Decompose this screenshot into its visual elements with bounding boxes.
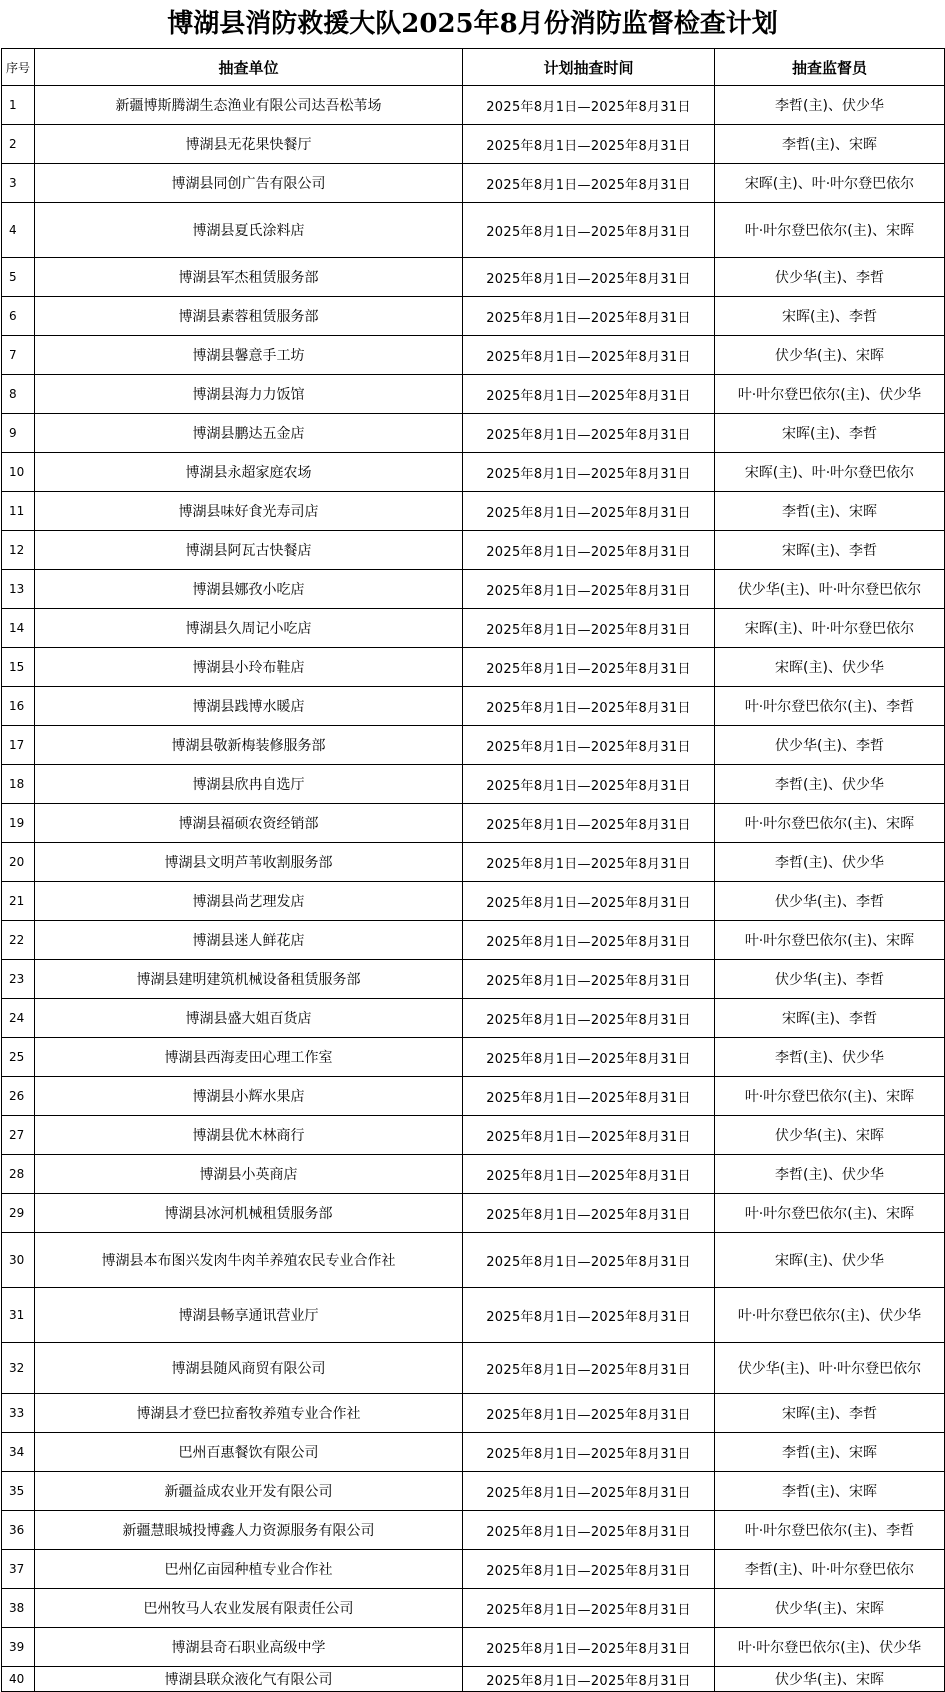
row-serial-number: 22	[2, 921, 35, 960]
row-inspector: 伏少华(主)、李哲	[715, 726, 945, 765]
row-serial-number: 11	[2, 492, 35, 531]
row-serial-number: 33	[2, 1394, 35, 1433]
row-planned-time: 2025年8月1日—2025年8月31日	[463, 375, 715, 414]
row-inspector: 宋晖(主)、李哲	[715, 1394, 945, 1433]
row-serial-number: 38	[2, 1589, 35, 1628]
row-inspector: 宋晖(主)、李哲	[715, 297, 945, 336]
row-inspector: 叶·叶尔登巴依尔(主)、宋晖	[715, 203, 945, 258]
row-inspector: 伏少华(主)、宋晖	[715, 1589, 945, 1628]
row-inspector: 李哲(主)、伏少华	[715, 765, 945, 804]
row-serial-number: 2	[2, 125, 35, 164]
table-row	[2, 921, 945, 960]
table-row	[2, 86, 945, 125]
row-planned-time: 2025年8月1日—2025年8月31日	[463, 1394, 715, 1433]
row-serial-number: 1	[2, 86, 35, 125]
row-inspector: 宋晖(主)、伏少华	[715, 1233, 945, 1288]
row-inspected-unit: 博湖县小玲布鞋店	[35, 648, 463, 687]
header-inspected-unit: 抽查单位	[35, 49, 463, 86]
row-planned-time: 2025年8月1日—2025年8月31日	[463, 1116, 715, 1155]
row-planned-time: 2025年8月1日—2025年8月31日	[463, 648, 715, 687]
row-planned-time: 2025年8月1日—2025年8月31日	[463, 297, 715, 336]
row-serial-number: 24	[2, 999, 35, 1038]
row-planned-time: 2025年8月1日—2025年8月31日	[463, 882, 715, 921]
table-row	[2, 164, 945, 203]
row-planned-time: 2025年8月1日—2025年8月31日	[463, 921, 715, 960]
row-planned-time: 2025年8月1日—2025年8月31日	[463, 1038, 715, 1077]
row-inspector: 宋晖(主)、叶·叶尔登巴依尔	[715, 609, 945, 648]
table-row	[2, 726, 945, 765]
row-serial-number: 39	[2, 1628, 35, 1667]
row-inspector: 李哲(主)、伏少华	[715, 1038, 945, 1077]
row-serial-number: 18	[2, 765, 35, 804]
row-inspected-unit: 博湖县馨意手工坊	[35, 336, 463, 375]
table-row	[2, 648, 945, 687]
row-serial-number: 9	[2, 414, 35, 453]
table-row	[2, 453, 945, 492]
row-inspected-unit: 博湖县本布图兴发肉牛肉羊养殖农民专业合作社	[35, 1233, 463, 1288]
row-inspected-unit: 博湖县无花果快餐厅	[35, 125, 463, 164]
row-inspected-unit: 博湖县同创广告有限公司	[35, 164, 463, 203]
row-planned-time: 2025年8月1日—2025年8月31日	[463, 531, 715, 570]
row-inspected-unit: 博湖县夏氏涂料店	[35, 203, 463, 258]
table-row	[2, 804, 945, 843]
row-inspector: 叶·叶尔登巴依尔(主)、宋晖	[715, 1077, 945, 1116]
table-row	[2, 999, 945, 1038]
table-row	[2, 687, 945, 726]
table-row	[2, 1194, 945, 1233]
row-inspected-unit: 巴州百惠餐饮有限公司	[35, 1433, 463, 1472]
row-planned-time: 2025年8月1日—2025年8月31日	[463, 1667, 715, 1692]
row-inspected-unit: 博湖县娜孜小吃店	[35, 570, 463, 609]
table-header-row	[2, 49, 945, 86]
row-planned-time: 2025年8月1日—2025年8月31日	[463, 999, 715, 1038]
row-inspector: 叶·叶尔登巴依尔(主)、伏少华	[715, 375, 945, 414]
row-inspected-unit: 博湖县畅享通讯营业厅	[35, 1288, 463, 1343]
table-row	[2, 531, 945, 570]
row-planned-time: 2025年8月1日—2025年8月31日	[463, 1433, 715, 1472]
row-inspected-unit: 博湖县阿瓦古快餐店	[35, 531, 463, 570]
row-planned-time: 2025年8月1日—2025年8月31日	[463, 1550, 715, 1589]
row-inspected-unit: 博湖县味好食光寿司店	[35, 492, 463, 531]
row-planned-time: 2025年8月1日—2025年8月31日	[463, 86, 715, 125]
row-planned-time: 2025年8月1日—2025年8月31日	[463, 570, 715, 609]
table-row	[2, 843, 945, 882]
table-row	[2, 414, 945, 453]
table-row	[2, 375, 945, 414]
row-serial-number: 35	[2, 1472, 35, 1511]
row-inspected-unit: 新疆博斯腾湖生态渔业有限公司达吾松苇场	[35, 86, 463, 125]
table-row	[2, 1233, 945, 1288]
row-inspector: 李哲(主)、伏少华	[715, 86, 945, 125]
row-planned-time: 2025年8月1日—2025年8月31日	[463, 414, 715, 453]
table-row	[2, 960, 945, 999]
row-serial-number: 21	[2, 882, 35, 921]
row-inspected-unit: 新疆慧眼城投博鑫人力资源服务有限公司	[35, 1511, 463, 1550]
row-serial-number: 15	[2, 648, 35, 687]
row-serial-number: 12	[2, 531, 35, 570]
row-inspector: 伏少华(主)、李哲	[715, 882, 945, 921]
row-inspected-unit: 博湖县随风商贸有限公司	[35, 1343, 463, 1394]
row-inspected-unit: 博湖县小辉水果店	[35, 1077, 463, 1116]
row-inspector: 宋晖(主)、叶·叶尔登巴依尔	[715, 453, 945, 492]
row-planned-time: 2025年8月1日—2025年8月31日	[463, 804, 715, 843]
row-planned-time: 2025年8月1日—2025年8月31日	[463, 164, 715, 203]
table-row	[2, 1155, 945, 1194]
row-planned-time: 2025年8月1日—2025年8月31日	[463, 492, 715, 531]
row-inspector: 宋晖(主)、叶·叶尔登巴依尔	[715, 164, 945, 203]
table-row	[2, 1667, 945, 1692]
inspection-plan-table	[1, 48, 945, 1692]
row-inspected-unit: 博湖县敬新梅装修服务部	[35, 726, 463, 765]
row-planned-time: 2025年8月1日—2025年8月31日	[463, 960, 715, 999]
row-inspected-unit: 博湖县海力力饭馆	[35, 375, 463, 414]
row-inspected-unit: 博湖县欣冉自选厅	[35, 765, 463, 804]
row-planned-time: 2025年8月1日—2025年8月31日	[463, 1472, 715, 1511]
row-inspector: 伏少华(主)、宋晖	[715, 336, 945, 375]
row-planned-time: 2025年8月1日—2025年8月31日	[463, 687, 715, 726]
row-serial-number: 34	[2, 1433, 35, 1472]
row-inspected-unit: 博湖县盛大姐百货店	[35, 999, 463, 1038]
row-serial-number: 36	[2, 1511, 35, 1550]
row-serial-number: 37	[2, 1550, 35, 1589]
row-inspected-unit: 博湖县福硕农资经销部	[35, 804, 463, 843]
table-row	[2, 1077, 945, 1116]
row-serial-number: 8	[2, 375, 35, 414]
row-planned-time: 2025年8月1日—2025年8月31日	[463, 1343, 715, 1394]
row-inspector: 李哲(主)、宋晖	[715, 1472, 945, 1511]
row-inspected-unit: 博湖县西海麦田心理工作室	[35, 1038, 463, 1077]
row-serial-number: 27	[2, 1116, 35, 1155]
table-row	[2, 1472, 945, 1511]
row-planned-time: 2025年8月1日—2025年8月31日	[463, 258, 715, 297]
row-serial-number: 6	[2, 297, 35, 336]
row-inspected-unit: 博湖县军杰租赁服务部	[35, 258, 463, 297]
row-inspector: 伏少华(主)、叶·叶尔登巴依尔	[715, 570, 945, 609]
row-serial-number: 16	[2, 687, 35, 726]
row-planned-time: 2025年8月1日—2025年8月31日	[463, 1077, 715, 1116]
row-planned-time: 2025年8月1日—2025年8月31日	[463, 1628, 715, 1667]
row-inspector: 李哲(主)、宋晖	[715, 125, 945, 164]
row-serial-number: 4	[2, 203, 35, 258]
row-serial-number: 32	[2, 1343, 35, 1394]
row-inspected-unit: 博湖县文明芦苇收割服务部	[35, 843, 463, 882]
row-serial-number: 19	[2, 804, 35, 843]
row-serial-number: 10	[2, 453, 35, 492]
row-inspector: 伏少华(主)、宋晖	[715, 1667, 945, 1692]
row-planned-time: 2025年8月1日—2025年8月31日	[463, 336, 715, 375]
row-inspector: 伏少华(主)、李哲	[715, 258, 945, 297]
row-planned-time: 2025年8月1日—2025年8月31日	[463, 765, 715, 804]
row-serial-number: 20	[2, 843, 35, 882]
row-serial-number: 26	[2, 1077, 35, 1116]
row-inspector: 伏少华(主)、宋晖	[715, 1116, 945, 1155]
header-serial-number: 序号	[2, 49, 35, 86]
row-inspected-unit: 博湖县鹏达五金店	[35, 414, 463, 453]
row-inspector: 李哲(主)、伏少华	[715, 843, 945, 882]
row-inspector: 叶·叶尔登巴依尔(主)、宋晖	[715, 1194, 945, 1233]
row-serial-number: 13	[2, 570, 35, 609]
table-row	[2, 882, 945, 921]
row-inspected-unit: 巴州牧马人农业发展有限责任公司	[35, 1589, 463, 1628]
table-row	[2, 1550, 945, 1589]
table-row	[2, 609, 945, 648]
table-row	[2, 765, 945, 804]
table-row	[2, 1394, 945, 1433]
row-inspector: 李哲(主)、宋晖	[715, 492, 945, 531]
row-inspector: 叶·叶尔登巴依尔(主)、伏少华	[715, 1288, 945, 1343]
row-planned-time: 2025年8月1日—2025年8月31日	[463, 1155, 715, 1194]
row-planned-time: 2025年8月1日—2025年8月31日	[463, 1288, 715, 1343]
row-inspector: 李哲(主)、宋晖	[715, 1433, 945, 1472]
row-planned-time: 2025年8月1日—2025年8月31日	[463, 203, 715, 258]
document-title: 博湖县消防救援大队2025年8月份消防监督检查计划	[167, 9, 778, 39]
row-inspected-unit: 博湖县才登巴拉畜牧养殖专业合作社	[35, 1394, 463, 1433]
row-serial-number: 5	[2, 258, 35, 297]
table-row	[2, 125, 945, 164]
row-inspected-unit: 博湖县永超家庭农场	[35, 453, 463, 492]
table-row	[2, 1038, 945, 1077]
header-inspector: 抽查监督员	[715, 49, 945, 86]
row-planned-time: 2025年8月1日—2025年8月31日	[463, 1589, 715, 1628]
table-row	[2, 203, 945, 258]
row-planned-time: 2025年8月1日—2025年8月31日	[463, 453, 715, 492]
row-serial-number: 23	[2, 960, 35, 999]
row-inspected-unit: 博湖县冰河机械租赁服务部	[35, 1194, 463, 1233]
table-row	[2, 1433, 945, 1472]
table-row	[2, 1116, 945, 1155]
row-inspected-unit: 博湖县久周记小吃店	[35, 609, 463, 648]
table-row	[2, 336, 945, 375]
row-inspector: 宋晖(主)、李哲	[715, 414, 945, 453]
row-inspected-unit: 新疆益成农业开发有限公司	[35, 1472, 463, 1511]
row-inspected-unit: 博湖县素蓉租赁服务部	[35, 297, 463, 336]
row-inspected-unit: 博湖县尚艺理发店	[35, 882, 463, 921]
row-serial-number: 28	[2, 1155, 35, 1194]
row-serial-number: 31	[2, 1288, 35, 1343]
row-inspected-unit: 博湖县建明建筑机械设备租赁服务部	[35, 960, 463, 999]
row-inspected-unit: 博湖县小英商店	[35, 1155, 463, 1194]
table-body	[2, 86, 945, 1692]
row-inspected-unit: 博湖县联众液化气有限公司	[35, 1667, 463, 1692]
row-serial-number: 29	[2, 1194, 35, 1233]
row-planned-time: 2025年8月1日—2025年8月31日	[463, 843, 715, 882]
row-inspected-unit: 博湖县践博水暖店	[35, 687, 463, 726]
table-row	[2, 570, 945, 609]
row-inspected-unit: 博湖县奇石职业高级中学	[35, 1628, 463, 1667]
row-inspector: 叶·叶尔登巴依尔(主)、宋晖	[715, 921, 945, 960]
row-planned-time: 2025年8月1日—2025年8月31日	[463, 1233, 715, 1288]
row-inspector: 叶·叶尔登巴依尔(主)、宋晖	[715, 804, 945, 843]
row-planned-time: 2025年8月1日—2025年8月31日	[463, 125, 715, 164]
row-planned-time: 2025年8月1日—2025年8月31日	[463, 1511, 715, 1550]
row-inspector: 李哲(主)、叶·叶尔登巴依尔	[715, 1550, 945, 1589]
row-serial-number: 3	[2, 164, 35, 203]
table-row	[2, 1288, 945, 1343]
row-inspected-unit: 巴州亿亩园种植专业合作社	[35, 1550, 463, 1589]
row-inspector: 叶·叶尔登巴依尔(主)、李哲	[715, 687, 945, 726]
table-row	[2, 1511, 945, 1550]
row-planned-time: 2025年8月1日—2025年8月31日	[463, 609, 715, 648]
row-inspector: 宋晖(主)、李哲	[715, 999, 945, 1038]
row-inspected-unit: 博湖县优木林商行	[35, 1116, 463, 1155]
header-planned-time: 计划抽查时间	[463, 49, 715, 86]
row-serial-number: 17	[2, 726, 35, 765]
row-serial-number: 7	[2, 336, 35, 375]
row-planned-time: 2025年8月1日—2025年8月31日	[463, 1194, 715, 1233]
row-serial-number: 14	[2, 609, 35, 648]
row-serial-number: 25	[2, 1038, 35, 1077]
row-inspector: 宋晖(主)、伏少华	[715, 648, 945, 687]
row-inspector: 李哲(主)、伏少华	[715, 1155, 945, 1194]
row-inspector: 叶·叶尔登巴依尔(主)、李哲	[715, 1511, 945, 1550]
table-row	[2, 1343, 945, 1394]
row-inspected-unit: 博湖县迷人鲜花店	[35, 921, 463, 960]
table-row	[2, 492, 945, 531]
row-serial-number: 40	[2, 1667, 35, 1692]
table-row	[2, 1589, 945, 1628]
row-inspector: 伏少华(主)、叶·叶尔登巴依尔	[715, 1343, 945, 1394]
row-planned-time: 2025年8月1日—2025年8月31日	[463, 726, 715, 765]
row-serial-number: 30	[2, 1233, 35, 1288]
row-inspector: 伏少华(主)、李哲	[715, 960, 945, 999]
table-row	[2, 1628, 945, 1667]
table-row	[2, 297, 945, 336]
row-inspector: 叶·叶尔登巴依尔(主)、伏少华	[715, 1628, 945, 1667]
row-inspector: 宋晖(主)、李哲	[715, 531, 945, 570]
table-row	[2, 258, 945, 297]
